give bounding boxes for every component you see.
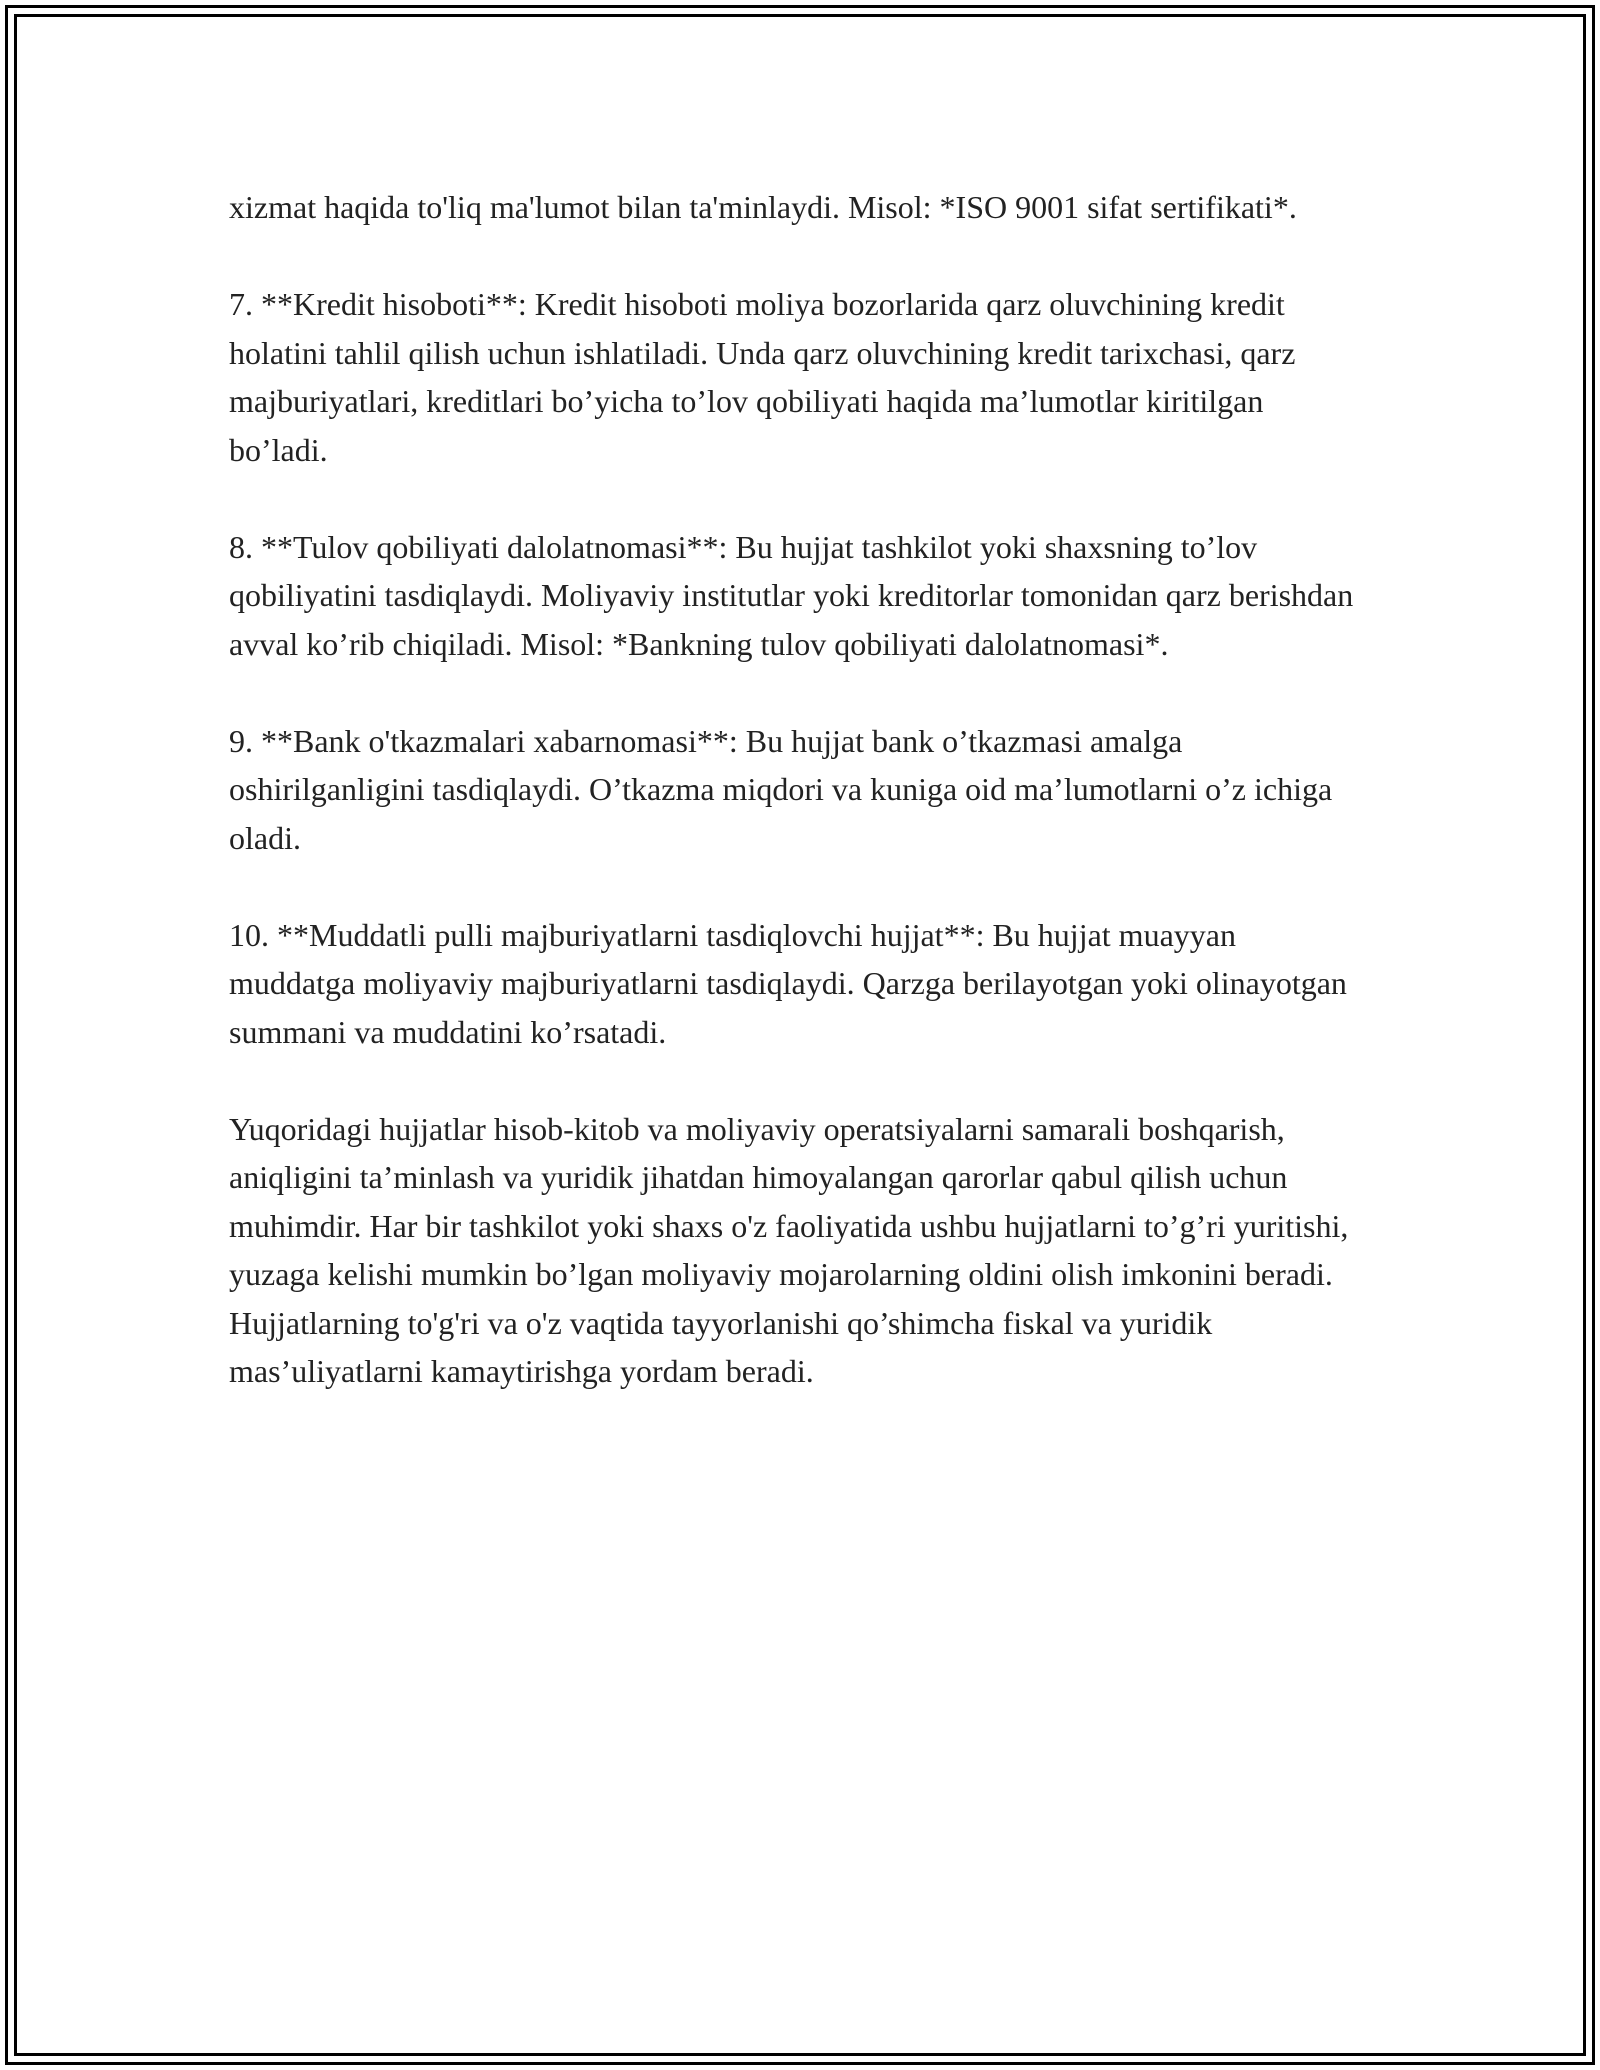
paragraph-item-8: 8. **Tulov qobiliyati dalolatnomasi**: Bu hujjat tashkilot yoki shaxsning to’lov qobiliyatini tasdiqlaydi. Moliyaviy institutlar yoki kreditorlar tomonidan qarz berishdan avval ko’rib chiqiladi. Misol: *Bankning tulov qobiliyati dalolatnomasi*. (229, 528, 1354, 662)
paragraph-item-7: 7. **Kredit hisoboti**: Kredit hisoboti moliya bozorlarida qarz oluvchining kredit holatini tahlil qilish uchun ishlatiladi. Unda qarz oluvchining kredit tarixchasi, qarz majburiyatlari, kreditlari bo’yicha to’lov qobiliyati haqida ma’lumotlar kiritilgan bo’ladi. (229, 286, 1296, 468)
document-body (229, 183, 1369, 1444)
paragraph-item-10: 10. **Muddatli pulli majburiyatlarni tasdiqlovchi hujjat**: Bu hujjat muayyan muddatga moliyaviy majburiyatlarni tasdiqlaydi. Qarzga berilayotgan yoki olinayotgan summani va muddatini ko’rsatadi. (229, 916, 1347, 1050)
paragraph-conclusion: Yuqoridagi hujjatlar hisob-kitob va moliyaviy operatsiyalarni samarali boshqarish, aniqligini ta’minlash va yuridik jihatdan himoyalangan qarorlar qabul qilish uchun muhimdir. Har bir tashkilot yoki shaxs o'z faoliyatida ushbu hujjatlarni to’g’ri yuritishi, yuzaga kelishi mumkin bo’lgan moliyaviy mojarolarning oldini olish imkonini beradi. Hujjatlarning to'g'ri va o'z vaqtida tayyorlanishi qo’shimcha fiskal va yuridik mas’uliyatlarni kamaytirishga yordam beradi. (229, 1110, 1349, 1389)
paragraph-item-9: 9. **Bank o'tkazmalari xabarnomasi**: Bu hujjat bank o’tkazmasi amalga oshirilganligini tasdiqlaydi. O’tkazma miqdori va kuniga oid ma’lumotlarni o’z ichiga oladi. (229, 722, 1333, 856)
paragraph-continuation: xizmat haqida to'liq ma'lumot bilan ta'minlaydi. Misol: *ISO 9001 sifat sertifikati*. (229, 189, 1297, 225)
